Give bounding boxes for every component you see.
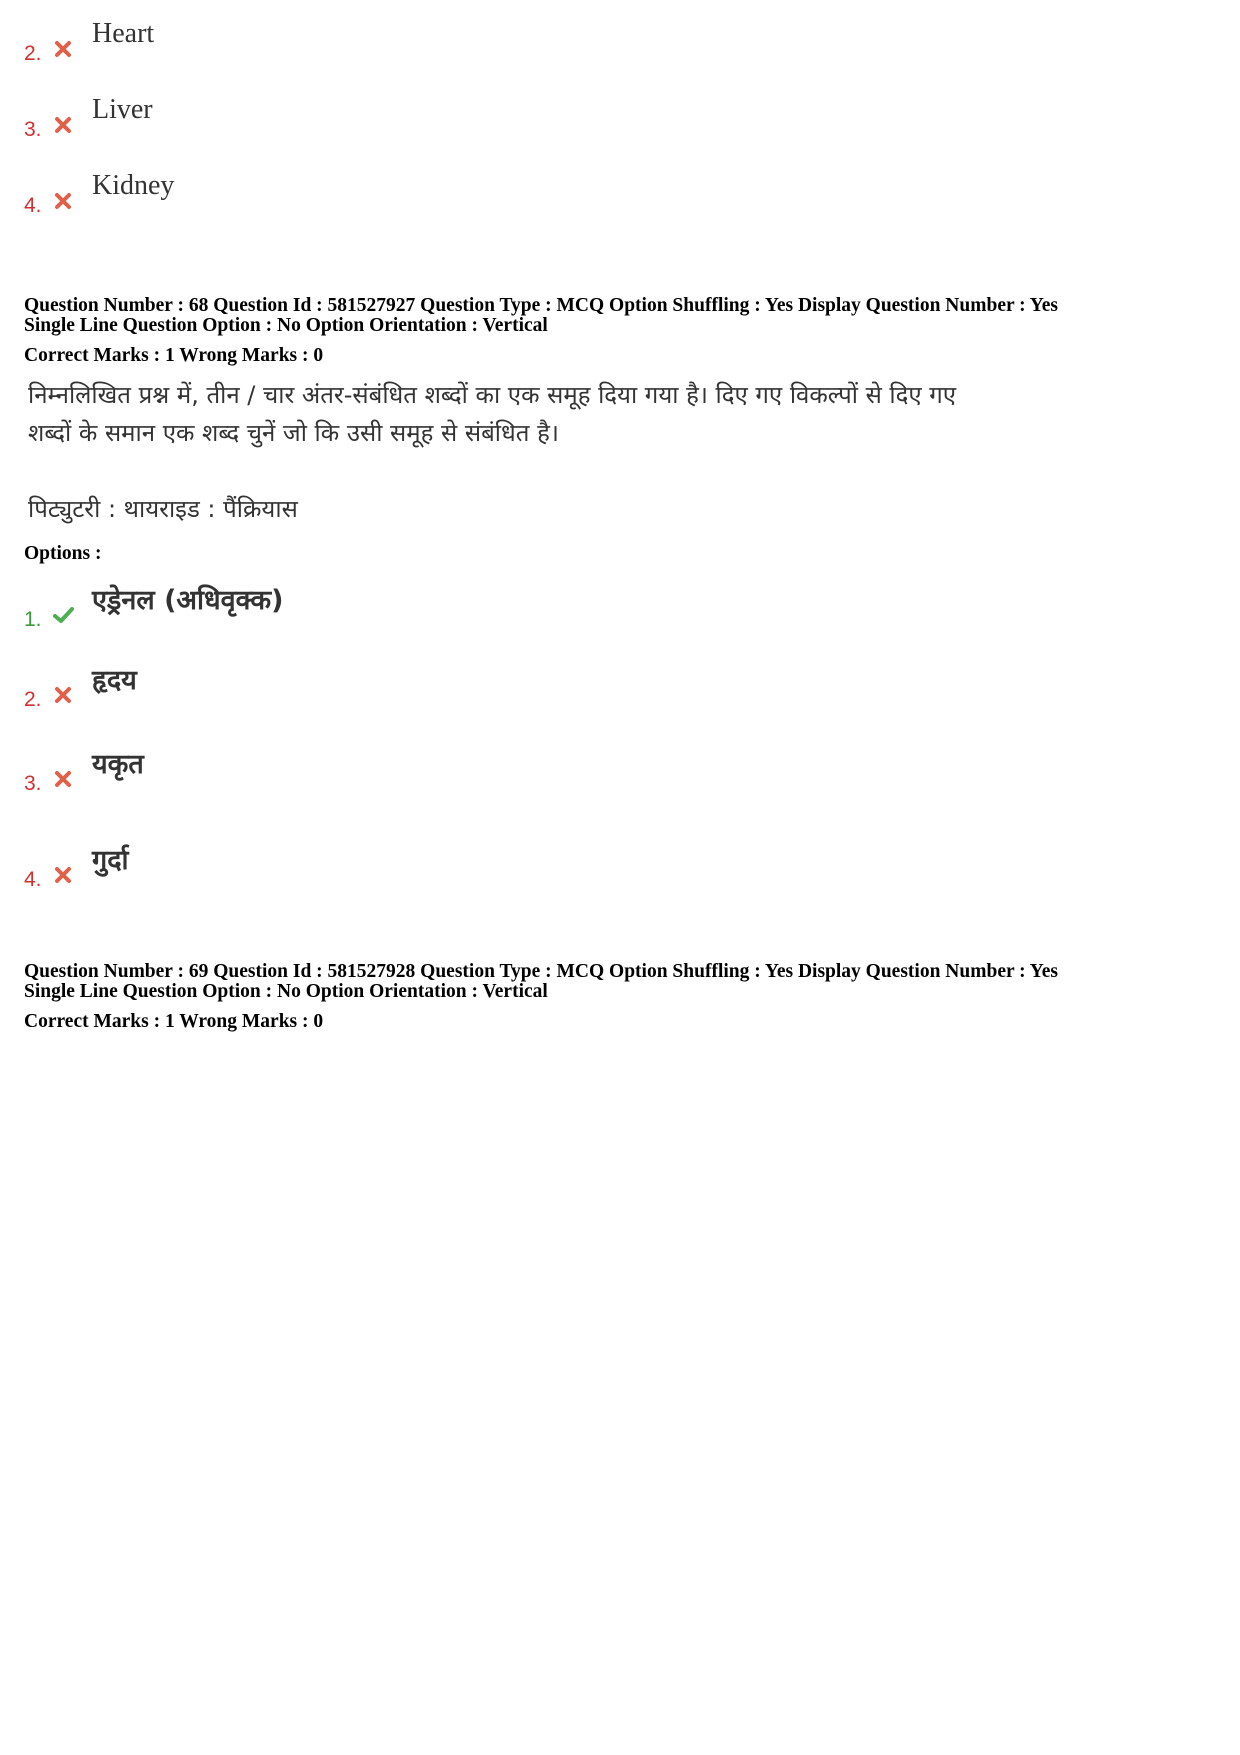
cross-icon: [52, 684, 74, 706]
option-number: 2.: [24, 688, 42, 711]
option-text: हृदय: [92, 665, 137, 696]
option-text: Kidney: [92, 170, 175, 201]
question-meta-line2: Single Line Question Option : No Option Orientation : Vertical: [24, 981, 548, 1002]
question-meta-line2: Single Line Question Option : No Option Orientation : Vertical: [24, 315, 548, 336]
option-number: 3.: [24, 772, 42, 795]
cross-icon: [52, 114, 74, 136]
cross-icon: [52, 864, 74, 886]
option-number: 4.: [24, 194, 42, 217]
question-terms: पिट्युटरी : थायराइड : पैंक्रियास: [28, 495, 298, 523]
cross-icon: [52, 768, 74, 790]
option-number: 2.: [24, 42, 42, 65]
question-text-line1: निम्नलिखित प्रश्न में, तीन / चार अंतर-संबंधित शब्दों का एक समूह दिया गया है। दिए गए विकल्पों से दिए गए: [28, 381, 957, 409]
question-meta-line1: Question Number : 69 Question Id : 581527928 Question Type : MCQ Option Shuffling : Yes Display Question Number : Yes: [24, 961, 1058, 982]
option-text: यकृत: [92, 749, 144, 780]
option-number: 1.: [24, 608, 42, 631]
question-marks: Correct Marks : 1 Wrong Marks : 0: [24, 345, 324, 366]
option-text: Heart: [92, 18, 155, 49]
options-label: Options :: [24, 543, 102, 564]
question-meta-line1: Question Number : 68 Question Id : 581527927 Question Type : MCQ Option Shuffling : Yes Display Question Number : Yes: [24, 295, 1058, 316]
cross-icon: [52, 190, 74, 212]
option-text: Liver: [92, 94, 153, 125]
question-text-line2: शब्दों के समान एक शब्द चुनें जो कि उसी समूह से संबंधित है।: [28, 419, 559, 447]
option-text: एड्रेनल (अधिवृक्क): [92, 585, 284, 616]
option-number: 3.: [24, 118, 42, 141]
option-number: 4.: [24, 868, 42, 891]
question-marks: Correct Marks : 1 Wrong Marks : 0: [24, 1011, 324, 1032]
option-text: गुर्दा: [92, 845, 129, 876]
check-icon: [52, 604, 74, 626]
cross-icon: [52, 38, 74, 60]
